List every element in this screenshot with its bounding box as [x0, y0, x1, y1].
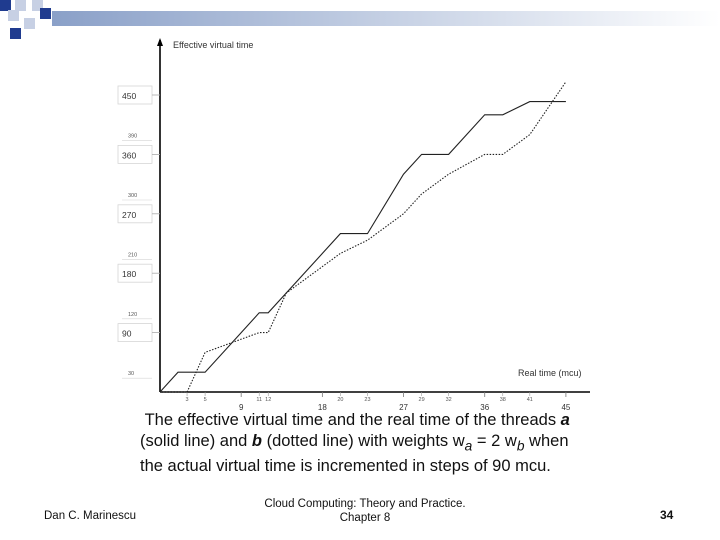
caption-text: The effective virtual time and the real time of the threads: [140, 411, 561, 429]
book-reference: [210, 497, 520, 525]
x-tick-label: 18: [317, 403, 327, 412]
caption-text: (dotted line) with weights w: [261, 432, 465, 450]
y-minor-tick-label: 210: [128, 252, 138, 259]
x-minor-tick-label: 5: [203, 397, 207, 403]
caption-line-1: [140, 410, 660, 431]
y-axis-label: Effective virtual time: [173, 40, 254, 50]
chart-axes: [157, 38, 590, 392]
thread-b-label: b: [251, 432, 262, 450]
caption-text: when: [524, 432, 569, 450]
virtual-time-chart: [100, 30, 600, 420]
page-number: 34: [660, 508, 674, 522]
thread-a-line: [160, 102, 566, 392]
x-minor-tick-label: 3: [185, 397, 189, 403]
y-axis-arrow: [157, 38, 163, 46]
y-tick-label: 360: [122, 150, 137, 161]
caption-text: = 2 w: [472, 432, 517, 450]
x-minor-tick-label: 11: [256, 397, 263, 403]
x-minor-tick-label: 41: [526, 397, 533, 403]
y-tick-label: 180: [122, 269, 137, 280]
x-tick-label: 9: [238, 403, 244, 412]
figure-caption: [140, 410, 660, 477]
x-axis-label: Real time (mcu): [518, 368, 582, 378]
y-minor-tick-label: 30: [128, 371, 135, 378]
x-minor-tick-label: 23: [364, 397, 371, 403]
y-minor-tick-label: 390: [128, 133, 138, 140]
x-minor-tick-label: 38: [499, 397, 506, 403]
subscript-b: b: [516, 438, 525, 454]
y-minor-tick-label: 300: [128, 193, 138, 199]
author-name: Dan C. Marinescu: [44, 510, 137, 522]
x-minor-tick-label: 29: [418, 397, 425, 403]
chapter-label: Chapter 8: [339, 512, 391, 524]
x-minor-tick-label: 12: [265, 397, 272, 403]
x-tick-label: 45: [561, 403, 571, 412]
y-tick-label: 450: [122, 91, 137, 101]
x-tick-label: 36: [480, 403, 490, 412]
x-minor-tick-label: 32: [445, 397, 452, 403]
title-gradient-bar: [0, 11, 720, 26]
chart-series: [160, 82, 566, 392]
thread-a-label: a: [560, 411, 570, 429]
caption-text: (solid line) and: [140, 432, 252, 450]
x-tick-label: 27: [399, 403, 408, 412]
y-tick-label: 90: [122, 328, 132, 339]
subscript-a: a: [464, 438, 473, 454]
y-tick-label: 270: [122, 209, 137, 220]
caption-line-3: [140, 456, 660, 477]
corner-square-light: [15, 0, 26, 11]
corner-square-dark: [10, 28, 21, 39]
y-minor-tick-label: 120: [128, 311, 138, 318]
caption-line-2: [140, 431, 660, 456]
caption-text: the actual virtual time is incremented in steps of 90 mcu.: [140, 457, 551, 476]
corner-square-dark: [0, 0, 11, 11]
chart-ticks: [118, 86, 571, 412]
x-minor-tick-label: 20: [337, 397, 344, 403]
book-title: Cloud Computing: Theory and Practice.: [264, 498, 466, 510]
thread-b-line: [160, 82, 566, 392]
